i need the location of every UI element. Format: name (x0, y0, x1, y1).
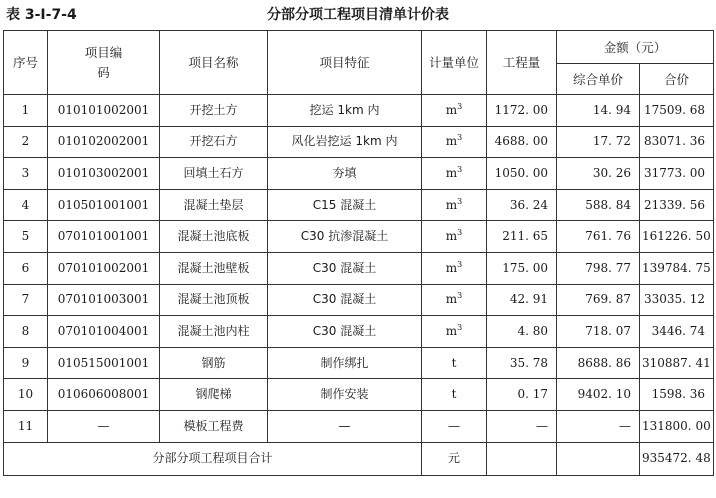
row-qty: 36. 24 (487, 189, 557, 221)
total-empty-qty (487, 442, 557, 475)
row-code: 070101004001 (48, 316, 160, 348)
row-feature: 挖运 1km 内 (268, 95, 422, 127)
header-feature: 项目特征 (268, 31, 422, 95)
table-row (4, 221, 714, 253)
row-unit (422, 158, 487, 190)
row-seq: 6 (4, 252, 48, 284)
row-name: 钢筋 (160, 347, 268, 379)
row-feature: C30 抗渗混凝土 (268, 221, 422, 253)
row-price: 17. 72 (557, 126, 640, 158)
header-name: 项目名称 (160, 31, 268, 95)
row-unit-exponent: 3 (457, 133, 463, 143)
row-feature: 制作绑扎 (268, 347, 422, 379)
row-qty: 175. 00 (487, 252, 557, 284)
header-code-text: 项目编码 (84, 44, 123, 80)
row-code: 070101002001 (48, 252, 160, 284)
table-body (4, 95, 714, 443)
row-total: 21339. 56 (640, 189, 714, 221)
row-seq: 4 (4, 189, 48, 221)
row-unit (422, 126, 487, 158)
row-qty: 1172. 00 (487, 95, 557, 127)
row-unit-exponent: 3 (457, 291, 463, 301)
row-unit (422, 379, 487, 411)
row-unit-exponent: 3 (457, 196, 463, 206)
row-qty: 1050. 00 (487, 158, 557, 190)
row-code: 010515001001 (48, 347, 160, 379)
row-unit-text: m (445, 102, 458, 117)
header-total: 合价 (640, 64, 714, 95)
row-total: 161226. 50 (640, 221, 714, 253)
row-seq: 1 (4, 95, 48, 127)
row-feature: C30 混凝土 (268, 316, 422, 348)
row-seq: 7 (4, 284, 48, 316)
row-total: 1598. 36 (640, 379, 714, 411)
row-unit (422, 95, 487, 127)
row-feature: 夯填 (268, 158, 422, 190)
row-feature: 风化岩挖运 1km 内 (268, 126, 422, 158)
row-feature: — (268, 410, 422, 442)
row-price: 8688. 86 (557, 347, 640, 379)
table-row (4, 252, 714, 284)
table-row (4, 347, 714, 379)
row-seq: 5 (4, 221, 48, 253)
row-code: 010606008001 (48, 379, 160, 411)
row-unit-text: m (445, 260, 458, 275)
header-code (48, 31, 160, 95)
row-unit-text: m (445, 197, 458, 212)
row-name: 开挖土方 (160, 95, 268, 127)
row-code: 070101001001 (48, 221, 160, 253)
row-name: 混凝土池内柱 (160, 316, 268, 348)
row-unit (422, 410, 487, 442)
row-code: 010101002001 (48, 95, 160, 127)
table-row (4, 316, 714, 348)
row-qty: 42. 91 (487, 284, 557, 316)
row-seq: 2 (4, 126, 48, 158)
row-name: 回填土石方 (160, 158, 268, 190)
row-code: 070101003001 (48, 284, 160, 316)
row-unit (422, 252, 487, 284)
table-row (4, 379, 714, 411)
table-row (4, 410, 714, 442)
row-unit (422, 347, 487, 379)
row-name: 开挖石方 (160, 126, 268, 158)
row-unit-text: m (445, 292, 458, 307)
row-feature: 制作安装 (268, 379, 422, 411)
row-seq: 10 (4, 379, 48, 411)
row-code: 010102002001 (48, 126, 160, 158)
row-unit-text: t (451, 355, 457, 370)
row-code: — (48, 410, 160, 442)
row-total: 83071. 36 (640, 126, 714, 158)
row-price: 588. 84 (557, 189, 640, 221)
table-title: 分部分项工程项目清单计价表 (267, 7, 449, 23)
header-unit: 计量单位 (422, 31, 487, 95)
row-unit (422, 316, 487, 348)
row-price: — (557, 410, 640, 442)
row-unit (422, 221, 487, 253)
row-feature: C30 混凝土 (268, 284, 422, 316)
row-feature: C30 混凝土 (268, 252, 422, 284)
table-label: 表 3-Ⅰ-7-4 (6, 7, 77, 23)
header-unit-price: 综合单价 (557, 64, 640, 95)
row-name: 混凝土池顶板 (160, 284, 268, 316)
row-name: 模板工程费 (160, 410, 268, 442)
total-empty-price (557, 442, 640, 475)
total-unit: 元 (422, 442, 487, 475)
total-label: 分部分项工程项目合计 (4, 442, 422, 475)
row-total: 139784. 75 (640, 252, 714, 284)
row-unit-text: m (445, 165, 458, 180)
total-amount: 935472. 48 (640, 442, 714, 475)
row-price: 769. 87 (557, 284, 640, 316)
row-qty: — (487, 410, 557, 442)
row-feature: C15 混凝土 (268, 189, 422, 221)
row-total: 33035. 12 (640, 284, 714, 316)
row-unit-text: m (445, 323, 458, 338)
row-qty: 4688. 00 (487, 126, 557, 158)
row-total: 17509. 68 (640, 95, 714, 127)
row-price: 718. 07 (557, 316, 640, 348)
row-total: 31773. 00 (640, 158, 714, 190)
row-unit-exponent: 3 (457, 259, 463, 269)
table-row (4, 189, 714, 221)
row-price: 14. 94 (557, 95, 640, 127)
row-total: 131800. 00 (640, 410, 714, 442)
row-qty: 0. 17 (487, 379, 557, 411)
table-row (4, 284, 714, 316)
row-price: 9402. 10 (557, 379, 640, 411)
row-unit (422, 284, 487, 316)
row-unit-text: m (445, 134, 458, 149)
row-qty: 4. 80 (487, 316, 557, 348)
row-seq: 3 (4, 158, 48, 190)
row-name: 混凝土垫层 (160, 189, 268, 221)
table-row (4, 95, 714, 127)
header-qty: 工程量 (487, 31, 557, 95)
row-seq: 8 (4, 316, 48, 348)
row-qty: 211. 65 (487, 221, 557, 253)
row-total: 310887. 41 (640, 347, 714, 379)
pricing-table (3, 30, 714, 476)
row-price: 798. 77 (557, 252, 640, 284)
row-code: 010103002001 (48, 158, 160, 190)
row-price: 30. 26 (557, 158, 640, 190)
row-code: 010501001001 (48, 189, 160, 221)
table-row (4, 126, 714, 158)
row-unit-text: m (445, 229, 458, 244)
row-unit-exponent: 3 (457, 101, 463, 111)
row-total: 3446. 74 (640, 316, 714, 348)
row-unit-text: — (448, 418, 460, 433)
row-name: 混凝土池底板 (160, 221, 268, 253)
total-row (4, 442, 714, 475)
row-unit-text: t (451, 387, 457, 402)
row-price: 761. 76 (557, 221, 640, 253)
header-amount: 金额（元） (557, 31, 714, 64)
header-seq: 序号 (4, 31, 48, 95)
row-unit-exponent: 3 (457, 322, 463, 332)
row-unit (422, 189, 487, 221)
row-unit-exponent: 3 (457, 228, 463, 238)
row-seq: 11 (4, 410, 48, 442)
row-qty: 35. 78 (487, 347, 557, 379)
row-name: 钢爬梯 (160, 379, 268, 411)
header (0, 0, 716, 28)
table-row (4, 158, 714, 190)
row-name: 混凝土池壁板 (160, 252, 268, 284)
row-seq: 9 (4, 347, 48, 379)
row-unit-exponent: 3 (457, 164, 463, 174)
